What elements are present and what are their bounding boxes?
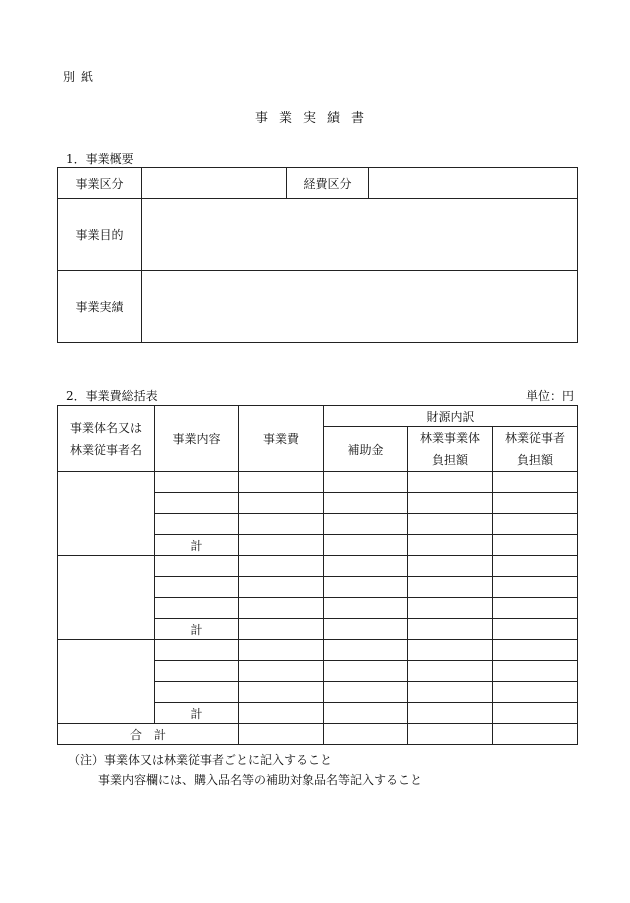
cost-cell[interactable] xyxy=(239,703,324,724)
subsidy-cell[interactable] xyxy=(324,535,408,556)
worker-burden-cell[interactable] xyxy=(493,577,578,598)
summary-table xyxy=(57,405,578,745)
results-label: 事業実績 xyxy=(58,271,142,343)
business-category-field[interactable] xyxy=(142,168,287,199)
worker-burden-cell[interactable] xyxy=(493,640,578,661)
subsidy-cell[interactable] xyxy=(324,514,408,535)
subsidy-cell[interactable] xyxy=(324,661,408,682)
table-row xyxy=(58,472,578,493)
entity-burden-cell[interactable] xyxy=(408,535,493,556)
entity-burden-cell[interactable] xyxy=(408,640,493,661)
entity-burden-cell[interactable] xyxy=(408,598,493,619)
cost-cell[interactable] xyxy=(239,535,324,556)
expense-category-field[interactable] xyxy=(369,168,578,199)
worker-burden-header-line2: 負担額 xyxy=(517,453,554,467)
total-worker-burden-cell[interactable] xyxy=(493,724,578,745)
worker-burden-cell[interactable] xyxy=(493,703,578,724)
entity-burden-header xyxy=(408,427,493,472)
total-subsidy-cell[interactable] xyxy=(324,724,408,745)
content-cell[interactable] xyxy=(155,640,239,661)
content-cell[interactable] xyxy=(155,514,239,535)
worker-burden-cell[interactable] xyxy=(493,556,578,577)
content-cell[interactable] xyxy=(155,577,239,598)
entity-header xyxy=(58,406,155,472)
table-row xyxy=(58,556,578,577)
content-header: 事業内容 xyxy=(155,406,239,472)
subsidy-cell[interactable] xyxy=(324,577,408,598)
note-line1: （注）事業体又は林業従事者ごとに記入すること xyxy=(68,753,333,767)
cost-cell[interactable] xyxy=(239,577,324,598)
overview-table xyxy=(57,167,578,343)
cost-cell[interactable] xyxy=(239,640,324,661)
content-cell[interactable] xyxy=(155,556,239,577)
worker-burden-cell[interactable] xyxy=(493,661,578,682)
entity-burden-cell[interactable] xyxy=(408,556,493,577)
content-cell[interactable] xyxy=(155,472,239,493)
attachment-label: 別紙 xyxy=(63,70,100,84)
subsidy-cell[interactable] xyxy=(324,703,408,724)
total-cost-cell[interactable] xyxy=(239,724,324,745)
entity-header-line2: 林業従事者名 xyxy=(69,442,142,457)
subsidy-cell[interactable] xyxy=(324,472,408,493)
total-entity-burden-cell[interactable] xyxy=(408,724,493,745)
note-line2: 事業内容欄には、購入品名等の補助対象品名等記入すること xyxy=(98,773,423,787)
entity-burden-cell[interactable] xyxy=(408,514,493,535)
cost-cell[interactable] xyxy=(239,619,324,640)
cost-cell[interactable] xyxy=(239,472,324,493)
total-label: 合 計 xyxy=(58,724,239,745)
content-cell[interactable] xyxy=(155,493,239,514)
subtotal-label: 計 xyxy=(155,703,239,724)
expense-category-label: 経費区分 xyxy=(287,168,369,199)
results-field[interactable] xyxy=(142,271,578,343)
business-category-label: 事業区分 xyxy=(58,168,142,199)
entity-burden-cell[interactable] xyxy=(408,472,493,493)
entity-burden-cell[interactable] xyxy=(408,682,493,703)
cost-cell[interactable] xyxy=(239,598,324,619)
worker-burden-cell[interactable] xyxy=(493,514,578,535)
subsidy-cell[interactable] xyxy=(324,682,408,703)
content-cell[interactable] xyxy=(155,598,239,619)
subsidy-header: 補助金 xyxy=(324,427,408,472)
purpose-field[interactable] xyxy=(142,199,578,271)
entity-burden-cell[interactable] xyxy=(408,661,493,682)
cost-cell[interactable] xyxy=(239,682,324,703)
entity-burden-header-line2: 負担額 xyxy=(431,453,468,467)
subtotal-label: 計 xyxy=(155,619,239,640)
cost-cell[interactable] xyxy=(239,661,324,682)
worker-burden-cell[interactable] xyxy=(493,619,578,640)
subsidy-cell[interactable] xyxy=(324,598,408,619)
unit-label: 単位：円 xyxy=(526,389,575,403)
cost-cell[interactable] xyxy=(239,556,324,577)
entity-burden-cell[interactable] xyxy=(408,577,493,598)
document-title: 事業実績書 xyxy=(254,111,375,126)
cost-cell[interactable] xyxy=(239,493,324,514)
entity-burden-cell[interactable] xyxy=(408,493,493,514)
subsidy-cell[interactable] xyxy=(324,556,408,577)
worker-burden-cell[interactable] xyxy=(493,682,578,703)
purpose-label: 事業目的 xyxy=(58,199,142,271)
subsidy-cell[interactable] xyxy=(324,640,408,661)
content-cell[interactable] xyxy=(155,661,239,682)
entity-burden-cell[interactable] xyxy=(408,703,493,724)
entity-name-cell[interactable] xyxy=(58,640,155,724)
section2-heading: 2．事業費総括表 xyxy=(66,389,158,403)
content-cell[interactable] xyxy=(155,682,239,703)
entity-name-cell[interactable] xyxy=(58,556,155,640)
worker-burden-header xyxy=(493,427,578,472)
worker-burden-cell[interactable] xyxy=(493,535,578,556)
subsidy-cell[interactable] xyxy=(324,493,408,514)
worker-burden-cell[interactable] xyxy=(493,472,578,493)
worker-burden-cell[interactable] xyxy=(493,598,578,619)
cost-cell[interactable] xyxy=(239,514,324,535)
section1-heading: 1．事業概要 xyxy=(66,152,134,166)
subsidy-cell[interactable] xyxy=(324,619,408,640)
cost-header: 事業費 xyxy=(239,406,324,472)
subtotal-label: 計 xyxy=(155,535,239,556)
entity-burden-header-line1: 林業事業体 xyxy=(419,431,480,445)
entity-name-cell[interactable] xyxy=(58,472,155,556)
breakdown-header: 財源内訳 xyxy=(324,406,578,427)
worker-burden-cell[interactable] xyxy=(493,493,578,514)
total-row xyxy=(58,724,578,745)
table-row xyxy=(58,640,578,661)
worker-burden-header-line1: 林業従事者 xyxy=(505,431,566,445)
entity-burden-cell[interactable] xyxy=(408,619,493,640)
entity-header-line1: 事業体名又は xyxy=(69,420,142,435)
